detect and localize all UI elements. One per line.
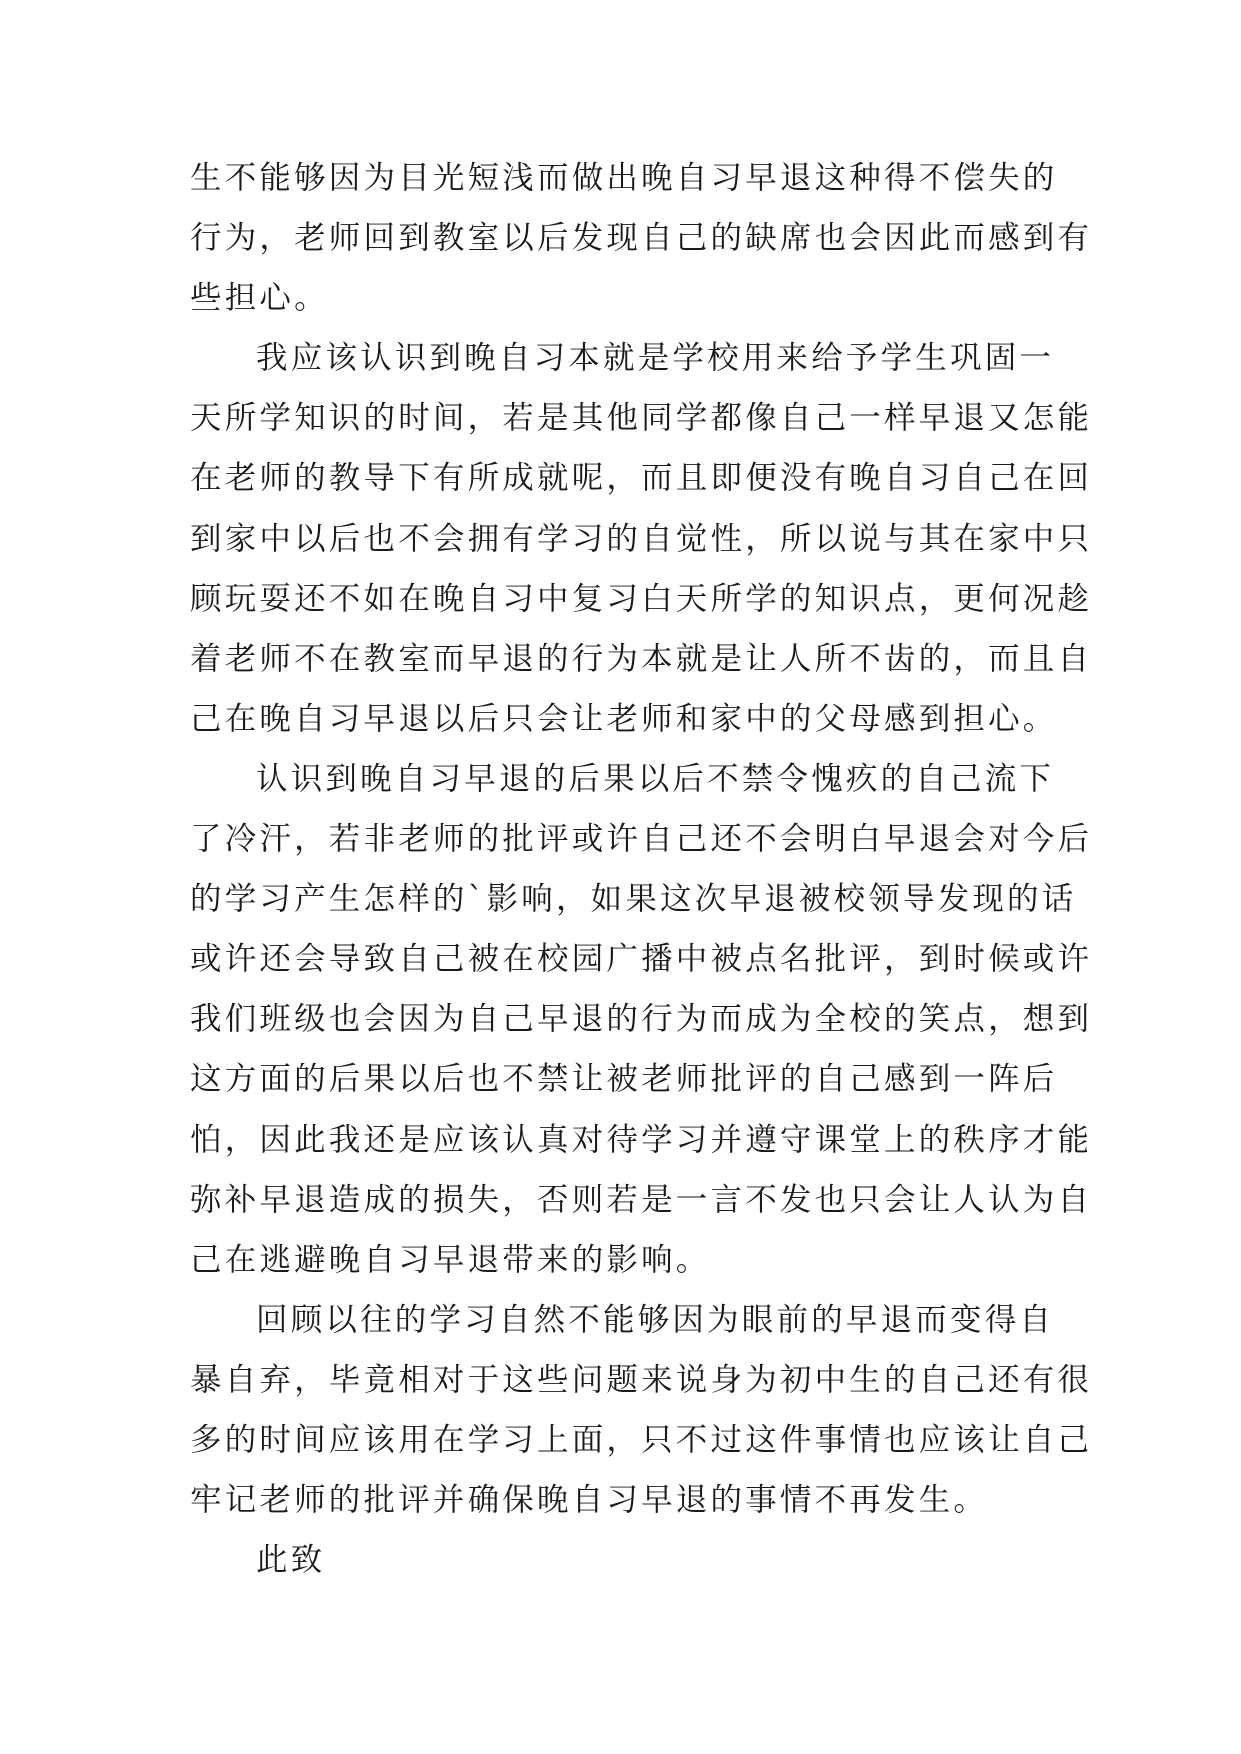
text-line: 些担心。 xyxy=(190,280,329,317)
text-line: 暴自弃，毕竟相对于这些问题来说身为初中生的自己还有很 xyxy=(190,1361,1093,1398)
text-line: 到家中以后也不会拥有学习的自觉性，所以说与其在家中只 xyxy=(190,520,1093,557)
text-line: 我们班级也会因为自己早退的行为而成为全校的笑点，想到 xyxy=(190,1001,1093,1038)
paragraph xyxy=(190,1530,1045,1590)
text-line: 己在晚自习早退以后只会让老师和家中的父母感到担心。 xyxy=(190,700,1058,737)
text-line: 的学习产生怎样的`影响，如果这次早退被校领导发现的话 xyxy=(190,881,1077,918)
text-line: 顾玩耍还不如在晚自习中复习白天所学的知识点，更何况趁 xyxy=(190,580,1093,617)
paragraph xyxy=(190,148,1093,328)
text-line: 怕，因此我还是应该认真对待学习并遵守课堂上的秩序才能 xyxy=(190,1121,1093,1158)
document-body xyxy=(190,148,1093,1590)
closing-salutation: 此致 xyxy=(256,1542,326,1579)
text-line: 这方面的后果以后也不禁让被老师批评的自己感到一阵后 xyxy=(190,1061,1058,1098)
paragraph xyxy=(190,328,1093,749)
text-line: 认识到晚自习早退的后果以后不禁令愧疚的自己流下 xyxy=(256,760,1055,797)
text-line: 天所学知识的时间，若是其他同学都像自己一样早退又怎能 xyxy=(190,400,1093,437)
text-line: 牢记老师的批评并确保晚自习早退的事情不再发生。 xyxy=(190,1482,989,1519)
text-line: 多的时间应该用在学习上面，只不过这件事情也应该让自己 xyxy=(190,1421,1093,1458)
text-line: 我应该认识到晚自习本就是学校用来给予学生巩固一 xyxy=(256,340,1055,377)
text-line: 弥补早退造成的损失，否则若是一言不发也只会让人认为自 xyxy=(190,1181,1093,1218)
text-line: 行为，老师回到教室以后发现自己的缺席也会因此而感到有 xyxy=(190,220,1093,257)
text-line: 着老师不在教室而早退的行为本就是让人所不齿的，而且自 xyxy=(190,640,1093,677)
text-line: 了冷汗，若非老师的批评或许自己还不会明白早退会对今后 xyxy=(190,821,1093,858)
text-line: 己在逃避晚自习早退带来的影响。 xyxy=(190,1241,711,1278)
paragraph xyxy=(190,749,1093,1290)
text-line: 或许还会导致自己被在校园广播中被点名批评，到时候或许 xyxy=(190,941,1093,978)
text-line: 在老师的教导下有所成就呢，而且即便没有晚自习自己在回 xyxy=(190,460,1093,497)
paragraph xyxy=(190,1290,1093,1530)
text-line: 生不能够因为目光短浅而做出晚自习早退这种得不偿失的 xyxy=(190,160,1058,196)
text-line: 回顾以往的学习自然不能够因为眼前的早退而变得自 xyxy=(256,1301,1055,1338)
